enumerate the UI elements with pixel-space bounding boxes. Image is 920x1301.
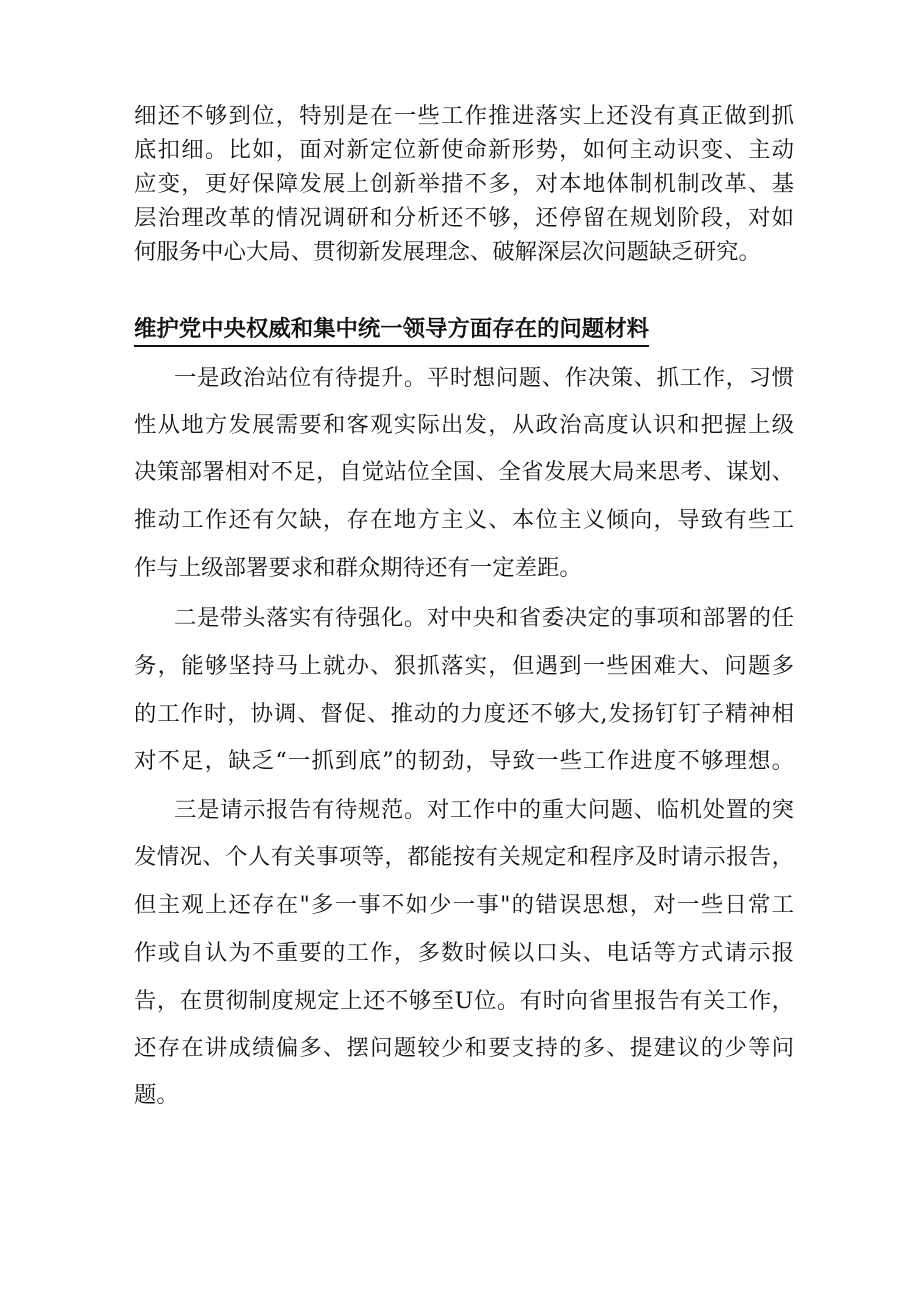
paragraph-line: 二是带头落实有待强化。对中央和省委决定的事项和部署的任	[174, 605, 794, 631]
paragraph-line: 三是请示报告有待规范。对工作中的重大问题、临机处置的突	[174, 797, 794, 823]
intro-line: 细还不够到位，特别是在一些工作推进落实上还没有真正做到抓	[134, 103, 794, 129]
paragraph-line: 但主观上还存在"多一事不如少一事"的错误思想，对一些日常工	[134, 892, 794, 918]
paragraph-line: 作与上级部署要求和群众期待还有一定差距。	[134, 555, 582, 581]
paragraph-line: 发情况、个人有关事项等，都能按有关规定和程序及时请示报告，	[134, 844, 794, 870]
paragraph-line: 题。	[134, 1082, 179, 1108]
intro-line: 何服务中心大局、贯彻新发展理念、破解深层次问题缺乏研究。	[134, 239, 761, 265]
paragraph-line: 决策部署相对不足，自觉站位全国、全省发展大局来思考、谋划、	[134, 459, 794, 485]
paragraph-line: 务，能够坚持马上就办、狠抓落实，但遇到一些困难大、问题多	[134, 653, 794, 679]
paragraph-line: 对不足，缺乏“一抓到底”的韧劲，导致一些工作进度不够理想。	[134, 748, 794, 774]
paragraph-line: 一是政治站位有待提升。平时想问题、作决策、抓工作，习惯	[174, 365, 794, 391]
paragraph-line: 还存在讲成绩偏多、摆问题较少和要支持的多、提建议的少等问	[134, 1035, 794, 1061]
paragraph-line: 性从地方发展需要和客观实际出发，从政治高度认识和把握上级	[134, 412, 794, 438]
intro-line: 应变，更好保障发展上创新举措不多，对本地体制机制改革、基	[134, 171, 794, 197]
intro-line: 层治理改革的情况调研和分析还不够，还停留在规划阶段，对如	[134, 205, 794, 231]
paragraph-line: 告，在贯彻制度规定上还不够至U位。有时向省里报告有关工作，	[134, 988, 794, 1014]
intro-line: 底扣细。比如，面对新定位新使命新形势，如何主动识变、主动	[134, 137, 794, 163]
paragraph-line: 的工作时，协调、督促、推动的力度还不够大,发扬钉钉子精神相	[134, 701, 794, 727]
paragraph-line: 作或自认为不重要的工作，多数时候以口头、电话等方式请示报	[134, 940, 794, 966]
paragraph-line: 推动工作还有欠缺，存在地方主义、本位主义倾向，导致有些工	[134, 507, 794, 533]
section-heading: 维护党中央权威和集中统一领导方面存在的问题材料	[134, 314, 649, 347]
